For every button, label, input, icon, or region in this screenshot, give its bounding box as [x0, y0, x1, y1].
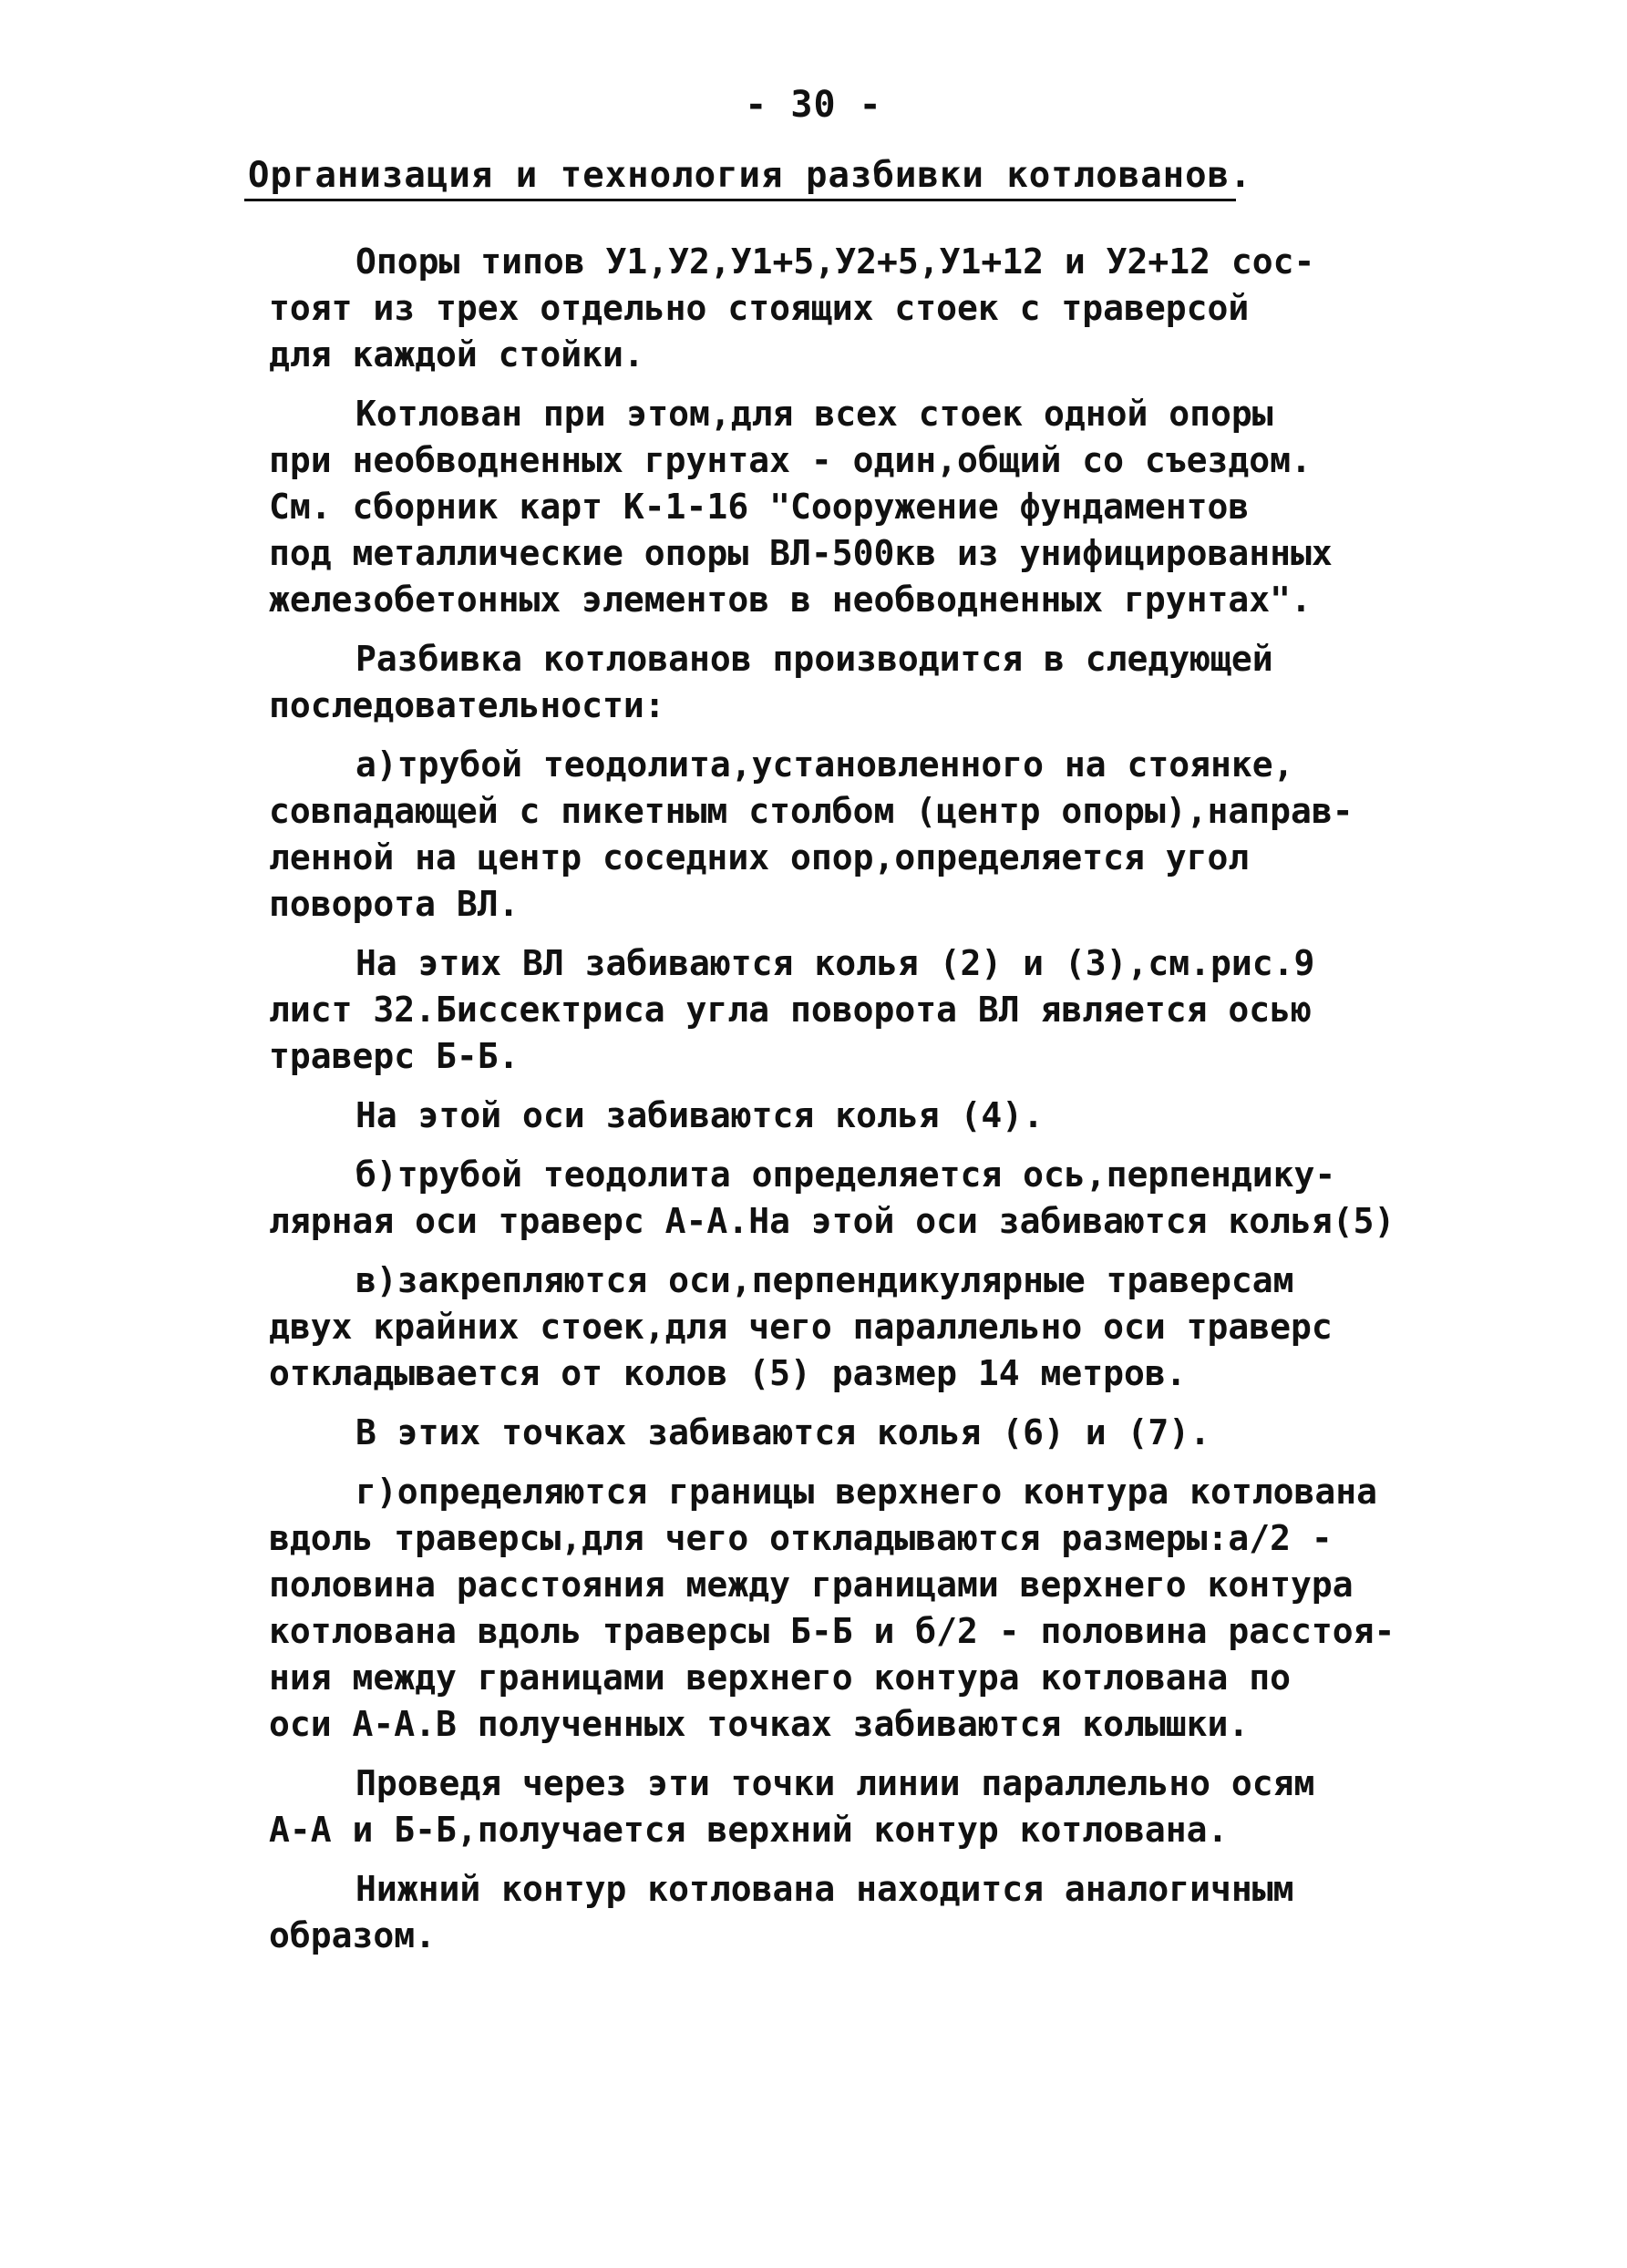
text-line: поворота ВЛ. [269, 884, 520, 924]
paragraph [269, 391, 1445, 623]
text-line: А-А и Б-Б,получается верхний контур котлована. [269, 1810, 1229, 1850]
paragraph [269, 1760, 1445, 1853]
title-underline [244, 199, 1236, 201]
text-line: совпадающей с пикетным столбом (центр опоры),направ- [269, 791, 1354, 831]
text-line: последовательности: [269, 685, 665, 725]
text-line: лист 32.Биссектриса угла поворота ВЛ является осью [269, 990, 1312, 1030]
text-line: б)трубой теодолита определяется ось,перпендику- [355, 1155, 1336, 1195]
paragraph [269, 239, 1445, 378]
text-line: двух крайних стоек,для чего параллельно оси траверс [269, 1307, 1333, 1347]
text-line: траверс Б-Б. [269, 1036, 520, 1076]
text-line: На этой оси забиваются колья (4). [355, 1095, 1044, 1135]
text-line: Нижний контур котлована находится аналогичным [355, 1869, 1294, 1909]
text-line: Опоры типов У1,У2,У1+5,У2+5,У1+12 и У2+12 сос- [355, 241, 1315, 282]
paragraph [269, 1257, 1445, 1397]
text-line: лярная оси траверс А-А.На этой оси забиваются колья(5) [269, 1201, 1395, 1241]
text-line: тоят из трех отдельно стоящих стоек с траверсой [269, 288, 1250, 328]
text-line: при необводненных грунтах - один,общий со съездом. [269, 440, 1312, 480]
paragraph [269, 742, 1445, 928]
paragraph [269, 636, 1445, 729]
text-line: а)трубой теодолита,установленного на стоянке, [355, 744, 1294, 785]
paragraph [269, 940, 1445, 1080]
text-line: для каждой стойки. [269, 334, 644, 375]
text-line: Разбивка котлованов производится в следующей [355, 639, 1273, 679]
text-line: половина расстояния между границами верхнего контура [269, 1565, 1354, 1605]
text-line: См. сборник карт К-1-16 "Сооружение фундаментов [269, 487, 1250, 527]
text-line: В этих точках забиваются колья (6) и (7). [355, 1412, 1210, 1452]
paragraph [269, 1410, 1445, 1456]
text-line: вдоль траверсы,для чего откладываются размеры:а/2 - [269, 1518, 1333, 1558]
text-line: образом. [269, 1915, 437, 1955]
page-number: - 30 - [745, 84, 882, 126]
text-line: ния между границами верхнего контура котлована по [269, 1657, 1292, 1698]
text-line: Котлован при этом,для всех стоек одной опоры [355, 394, 1273, 434]
paragraph [269, 1866, 1445, 1959]
text-line: в)закрепляются оси,перпендикулярные траверсам [355, 1260, 1294, 1300]
text-line: ленной на центр соседних опор,определяется угол [269, 837, 1250, 877]
text-line: под металлические опоры ВЛ-500кв из унифицированных [269, 533, 1333, 573]
text-line: г)определяются границы верхнего контура котлована [355, 1472, 1378, 1512]
text-line: На этих ВЛ забиваются колья (2) и (3),см.рис.9 [355, 943, 1315, 983]
paragraph [269, 1152, 1445, 1245]
page-title: Организация и технология разбивки котлованов. [248, 155, 1252, 196]
text-line: Проведя через эти точки линии параллельно осям [355, 1763, 1315, 1803]
paragraph [269, 1469, 1445, 1748]
body-text [269, 239, 1445, 1972]
text-line: откладывается от колов (5) размер 14 метров. [269, 1353, 1187, 1393]
paragraph [269, 1093, 1445, 1139]
text-line: котлована вдоль траверсы Б-Б и б/2 - половина расстоя- [269, 1611, 1395, 1651]
text-line: железобетонных элементов в необводненных грунтах". [269, 580, 1312, 620]
text-line: оси А-А.В полученных точках забиваются колышки. [269, 1704, 1250, 1744]
